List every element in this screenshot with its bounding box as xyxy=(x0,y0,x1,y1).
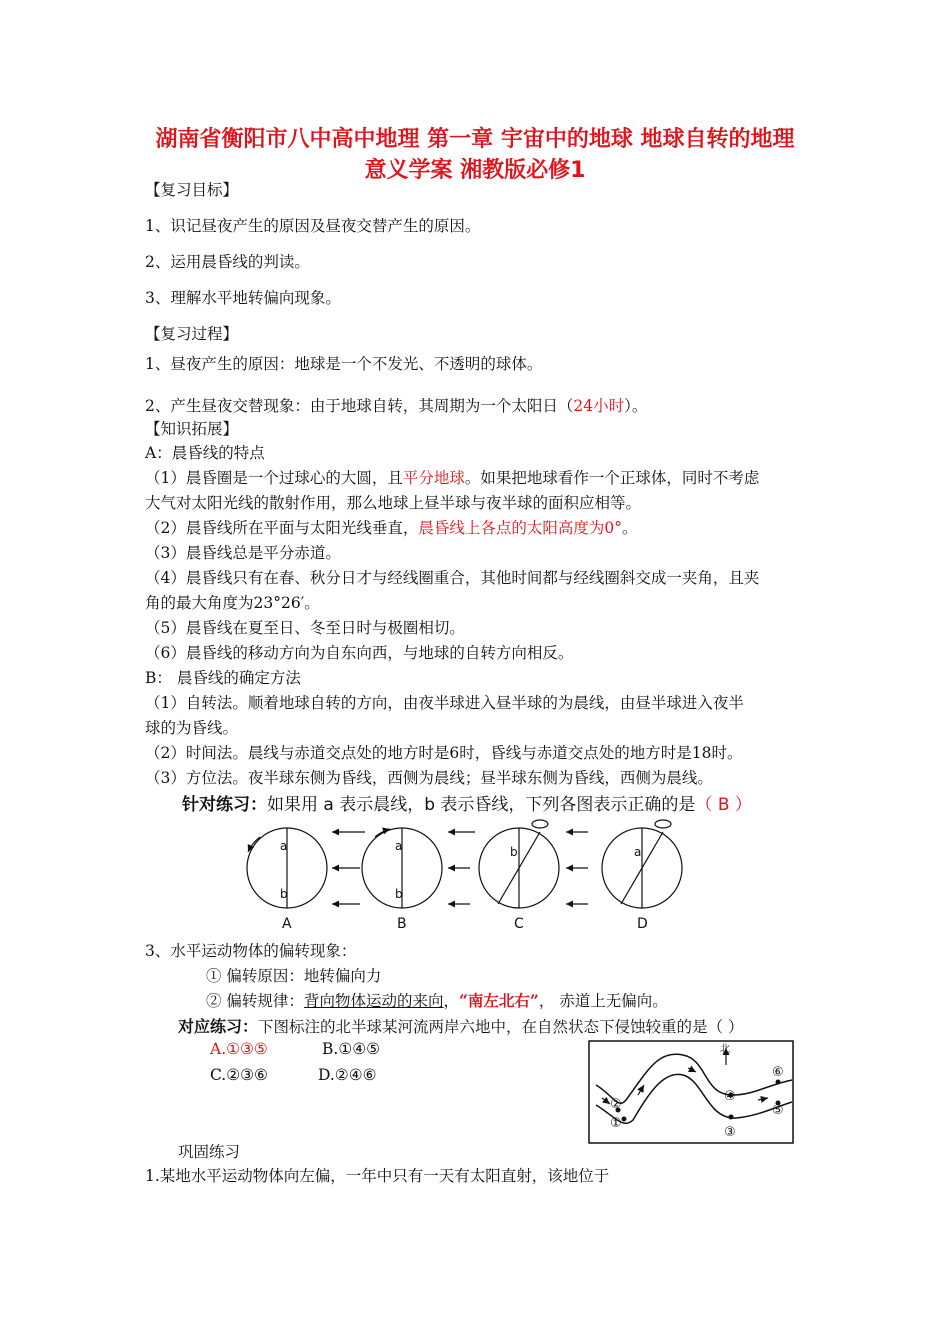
consolidate-header: 巩固练习 xyxy=(178,1143,241,1161)
page-title-line1: 湖南省衡阳市八中高中地理 第一章 宇宙中的地球 地球自转的地理 xyxy=(155,127,795,152)
deflection-title: 3、水平运动物体的偏转现象： xyxy=(145,942,357,960)
section-a-title: A：晨昏线的特点 xyxy=(145,444,265,462)
map-point-2: ② xyxy=(610,1097,622,1112)
exercise2-label: 对应练习： xyxy=(178,1017,259,1036)
deflection-rule: ② 偏转规律：背向物体运动的来向，“南左北右”， 赤道上无偏向。 xyxy=(206,991,668,1010)
map-point-5: ⑤ xyxy=(772,1103,784,1118)
option-c[interactable]: C.②③⑥ xyxy=(210,1066,268,1084)
map-point-3: ③ xyxy=(724,1125,736,1140)
diagram-a-label-b: b xyxy=(280,887,288,901)
diagram-b-label-a: a xyxy=(395,839,403,853)
diagram-c xyxy=(479,820,588,908)
point-a5: （5）晨昏线在夏至日、冬至日时与极圈相切。 xyxy=(145,619,465,637)
map-point-4: ④ xyxy=(724,1089,736,1104)
point-b1-line1: （1）自转法。顺着地球自转的方向，由夜半球进入昼半球的为晨线，由昼半球进入夜半 xyxy=(145,694,744,712)
period-value: 24小时 xyxy=(573,397,625,415)
diagram-b xyxy=(362,828,475,908)
diagram-d-label-a: a xyxy=(634,845,642,859)
point-b3: （3）方位法。夜半球东侧为昏线，西侧为晨线；昼半球东侧为昏线，西侧为晨线。 xyxy=(145,769,713,787)
point-b2: （2）时间法。晨线与赤道交点处的地方时是6时，昏线与赤道交点处的地方时是18时。 xyxy=(145,744,743,762)
diagram-a-label-a: a xyxy=(280,839,288,853)
diagram-b-label-b: b xyxy=(395,887,403,901)
point-a4-line1: （4）晨昏线只有在春、秋分日才与经线圈重合，其他时间都与经线圈斜交成一夹角，且夹 xyxy=(145,569,760,587)
option-b[interactable]: B.①④⑤ xyxy=(322,1040,381,1058)
point-a1-line2: 大气对太阳光线的散射作用，那么地球上昼半球与夜半球的面积应相等。 xyxy=(145,494,642,512)
deflection-reason: ① 偏转原因：地转偏向力 xyxy=(206,967,382,985)
process-item-1: 1、昼夜产生的原因：地球是一个不发光、不透明的球体。 xyxy=(145,355,543,373)
option-d[interactable]: D.②④⑥ xyxy=(318,1066,377,1084)
diagram-d-caption: D xyxy=(637,916,648,932)
point-a2: （2）晨昏线所在平面与太阳光线垂直，晨昏线上各点的太阳高度为0°。 xyxy=(145,519,638,537)
diagram-a xyxy=(247,828,365,908)
goal-item-2: 2、运用晨昏线的判读。 xyxy=(145,253,310,271)
exercise1-label: 针对练习： xyxy=(182,795,267,815)
diagram-b-caption: B xyxy=(397,916,407,932)
exercise1-answer: （ B ） xyxy=(695,795,752,815)
exercise2-line xyxy=(178,1014,743,1037)
diagram-d xyxy=(602,820,682,908)
point-a3: （3）晨昏线总是平分赤道。 xyxy=(145,544,341,562)
diagram-c-caption: C xyxy=(514,916,524,932)
diagram-c-label-b: b xyxy=(510,845,518,859)
point-b1-line2: 球的为昏线。 xyxy=(145,719,239,737)
review-goals-header: 【复习目标】 xyxy=(145,181,239,199)
goal-item-1: 1、识记昼夜产生的原因及昼夜交替产生的原因。 xyxy=(145,217,481,235)
map-point-6: ⑥ xyxy=(772,1065,784,1080)
terminator-diagrams xyxy=(230,812,710,932)
map-point-1: ① xyxy=(610,1116,622,1131)
consolidate-q1: 1.某地水平运动物体向左偏，一年中只有一天有太阳直射，该地位于 xyxy=(145,1167,610,1185)
page-title-line2: 意义学案 湘教版必修1 xyxy=(364,158,586,183)
point-a1-line1: （1）晨昏圈是一个过球心的大圆，且平分地球。如果把地球看作一个正球体，同时不考虑 xyxy=(145,469,760,487)
review-process-header: 【复习过程】 xyxy=(145,325,239,343)
river-map xyxy=(588,1040,796,1146)
process-item-2: 2、产生昼夜交替现象：由于地球自转，其周期为一个太阳日（24小时）。 xyxy=(145,397,648,415)
exercise2-question: 下图标注的北半球某河流两岸六地中，在自然状态下侵蚀较重的是（ ） xyxy=(258,1018,744,1036)
diagram-a-caption: A xyxy=(282,916,292,932)
point-a4-line2: 角的最大角度为23°26′。 xyxy=(145,594,320,612)
option-a[interactable]: A.①③⑤ xyxy=(210,1040,268,1058)
goal-item-3: 3、理解水平地转偏向现象。 xyxy=(145,289,341,307)
knowledge-header: 【知识拓展】 xyxy=(145,420,239,438)
map-north-label: 北 xyxy=(720,1044,730,1055)
section-b-title: B： 晨昏线的确定方法 xyxy=(145,669,301,687)
exercise1-question: 如果用 a 表示晨线，b 表示昏线，下列各图表示正确的是 xyxy=(267,795,696,815)
point-a6: （6）晨昏线的移动方向为自东向西，与地球的自转方向相反。 xyxy=(145,644,574,662)
